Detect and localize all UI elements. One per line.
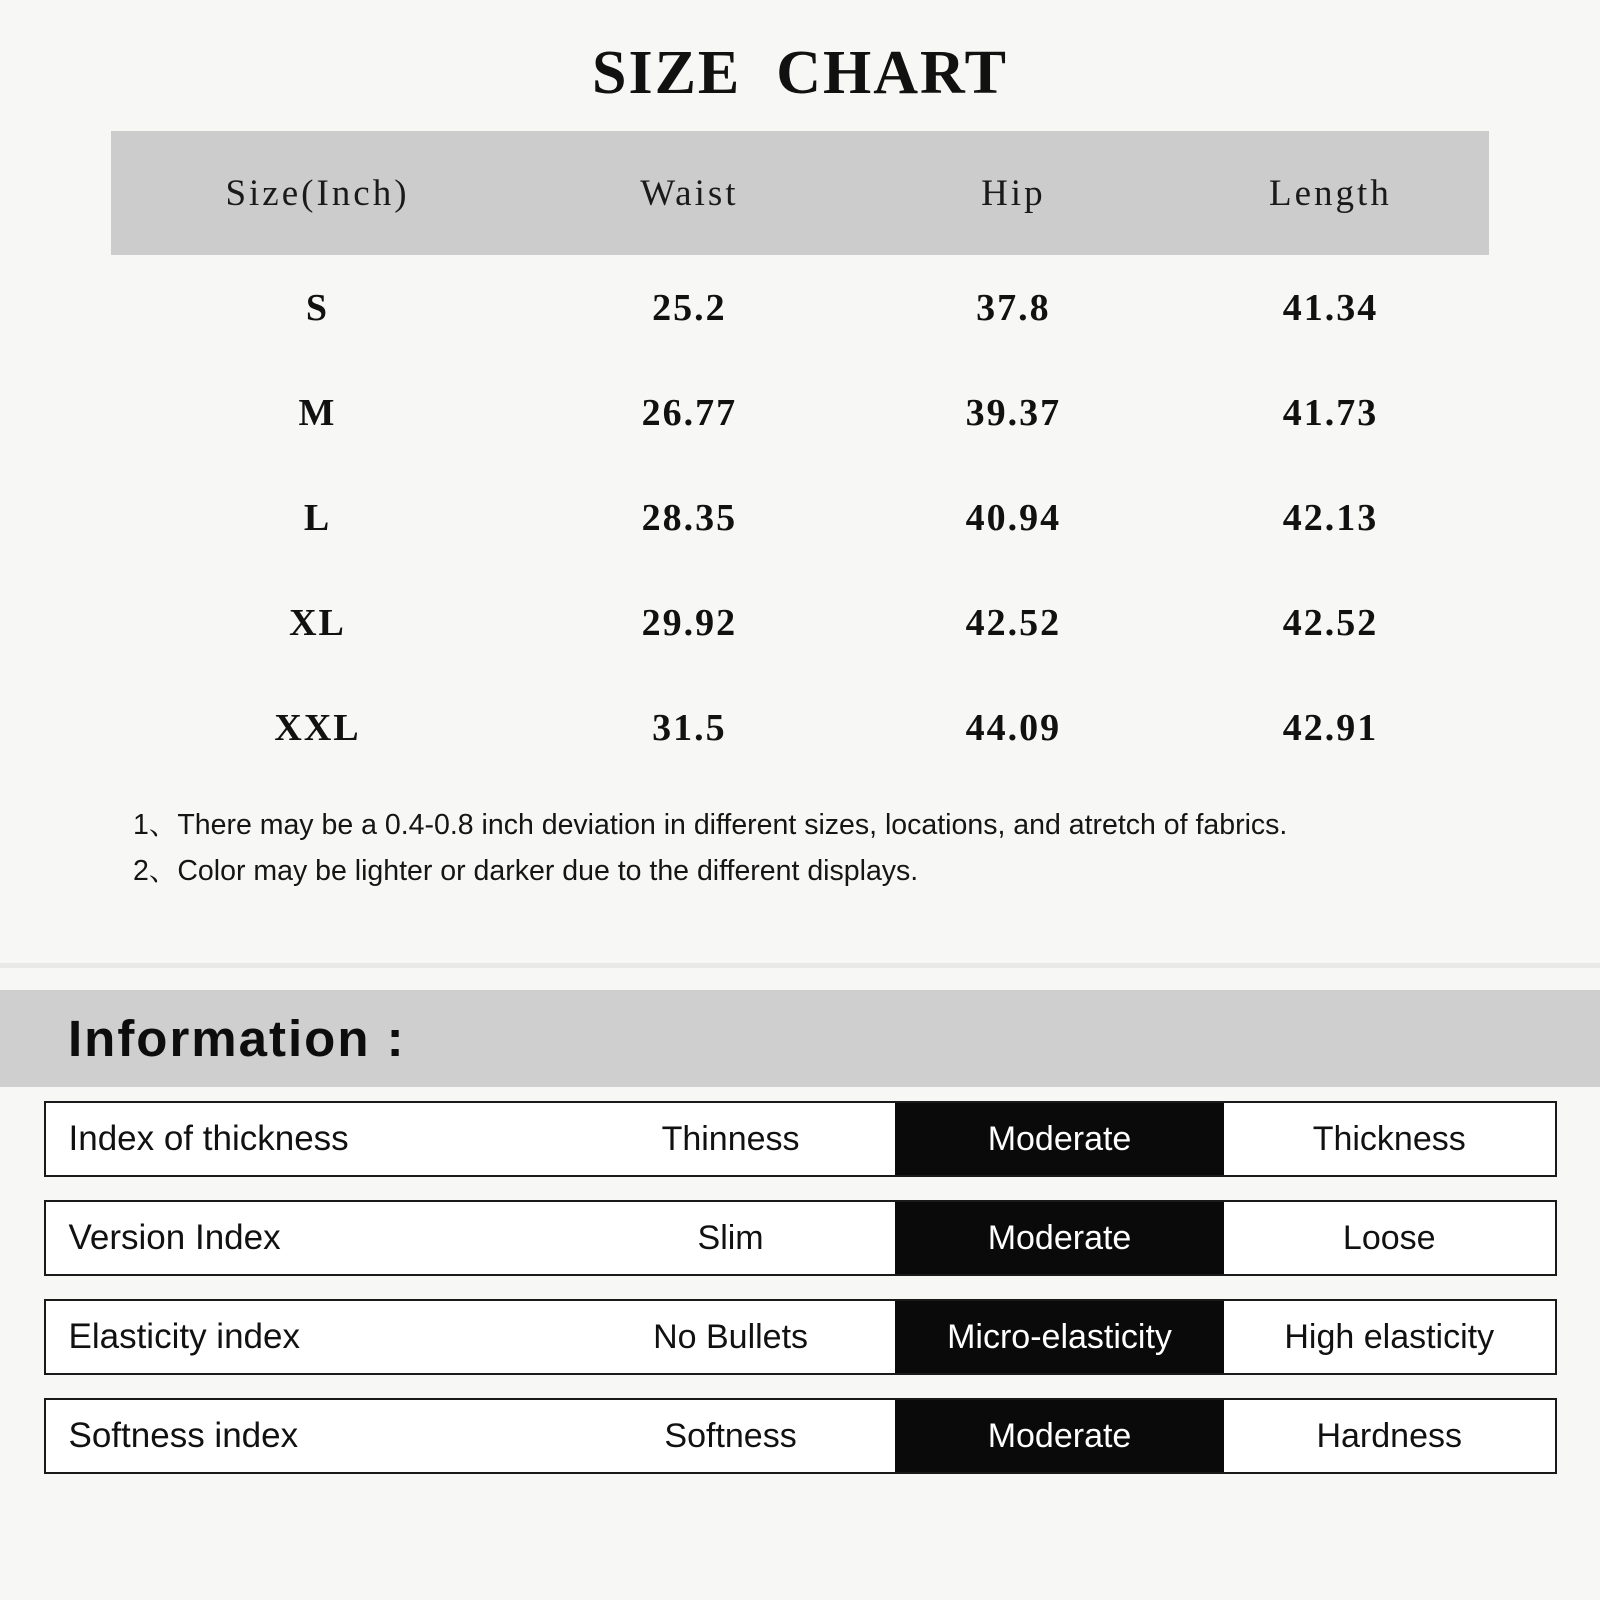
column-header-length: Length <box>1172 131 1489 255</box>
note-deviation: 1、There may be a 0.4-0.8 inch deviation in different sizes, locations, and atretch of fabrics. <box>133 809 1288 841</box>
section-divider <box>0 963 1600 968</box>
cell-size: M <box>298 391 337 434</box>
cell-length: 41.34 <box>1282 286 1379 329</box>
cell-waist: 28.35 <box>641 496 738 539</box>
column-header-size: Size(Inch) <box>111 131 524 255</box>
information-heading: Information : <box>68 1010 406 1067</box>
info-option-loose[interactable]: Loose <box>1342 1218 1436 1257</box>
size-table <box>111 131 1489 780</box>
information-header <box>0 990 1600 1087</box>
info-row-version <box>44 1200 1557 1276</box>
cell-waist: 26.77 <box>641 391 738 434</box>
info-label-version: Version Index <box>68 1218 281 1257</box>
table-row <box>111 465 1489 570</box>
info-option-moderate-version[interactable]: Moderate <box>895 1202 1224 1274</box>
table-row <box>111 360 1489 465</box>
info-option-thickness[interactable]: Thickness <box>1312 1119 1466 1158</box>
info-option-moderate-thickness[interactable]: Moderate <box>895 1103 1224 1175</box>
table-row <box>111 255 1489 360</box>
cell-hip: 39.37 <box>965 391 1062 434</box>
info-label-elasticity: Elasticity index <box>68 1317 300 1356</box>
cell-size: XXL <box>274 706 361 749</box>
cell-length: 42.13 <box>1282 496 1379 539</box>
cell-hip: 37.8 <box>976 286 1051 329</box>
info-option-softness[interactable]: Softness <box>664 1416 797 1455</box>
cell-size: XL <box>289 601 346 644</box>
cell-hip: 44.09 <box>965 706 1062 749</box>
cell-length: 42.52 <box>1282 601 1379 644</box>
cell-hip: 40.94 <box>965 496 1062 539</box>
cell-hip: 42.52 <box>965 601 1062 644</box>
info-row-softness <box>44 1398 1557 1474</box>
cell-waist: 29.92 <box>641 601 738 644</box>
info-option-high-elasticity[interactable]: High elasticity <box>1284 1317 1495 1356</box>
info-option-slim[interactable]: Slim <box>697 1218 764 1257</box>
page-title: SIZE CHART <box>591 39 1009 107</box>
cell-length: 42.91 <box>1282 706 1379 749</box>
column-header-waist: Waist <box>524 131 855 255</box>
note-color: 2、Color may be lighter or darker due to the different displays. <box>133 855 919 888</box>
notes-block <box>111 802 1489 894</box>
info-option-hardness[interactable]: Hardness <box>1316 1416 1462 1455</box>
table-header-row <box>111 131 1489 255</box>
cell-waist: 31.5 <box>652 706 727 749</box>
information-section <box>0 990 1600 1497</box>
cell-length: 41.73 <box>1282 391 1379 434</box>
cell-size: S <box>305 286 330 329</box>
info-label-thickness: Index of thickness <box>68 1119 349 1158</box>
table-row <box>111 675 1489 780</box>
info-option-no-bullets[interactable]: No Bullets <box>653 1317 809 1356</box>
info-label-softness: Softness index <box>68 1416 299 1455</box>
table-row <box>111 570 1489 675</box>
info-row-thickness <box>44 1101 1557 1177</box>
info-option-moderate-softness[interactable]: Moderate <box>895 1400 1224 1472</box>
info-option-micro-elasticity[interactable]: Micro-elasticity <box>895 1301 1224 1373</box>
cell-waist: 25.2 <box>652 286 727 329</box>
info-row-elasticity <box>44 1299 1557 1375</box>
info-option-thinness[interactable]: Thinness <box>661 1119 800 1158</box>
column-header-hip: Hip <box>855 131 1172 255</box>
information-rows <box>0 1087 1600 1474</box>
cell-size: L <box>303 496 332 539</box>
